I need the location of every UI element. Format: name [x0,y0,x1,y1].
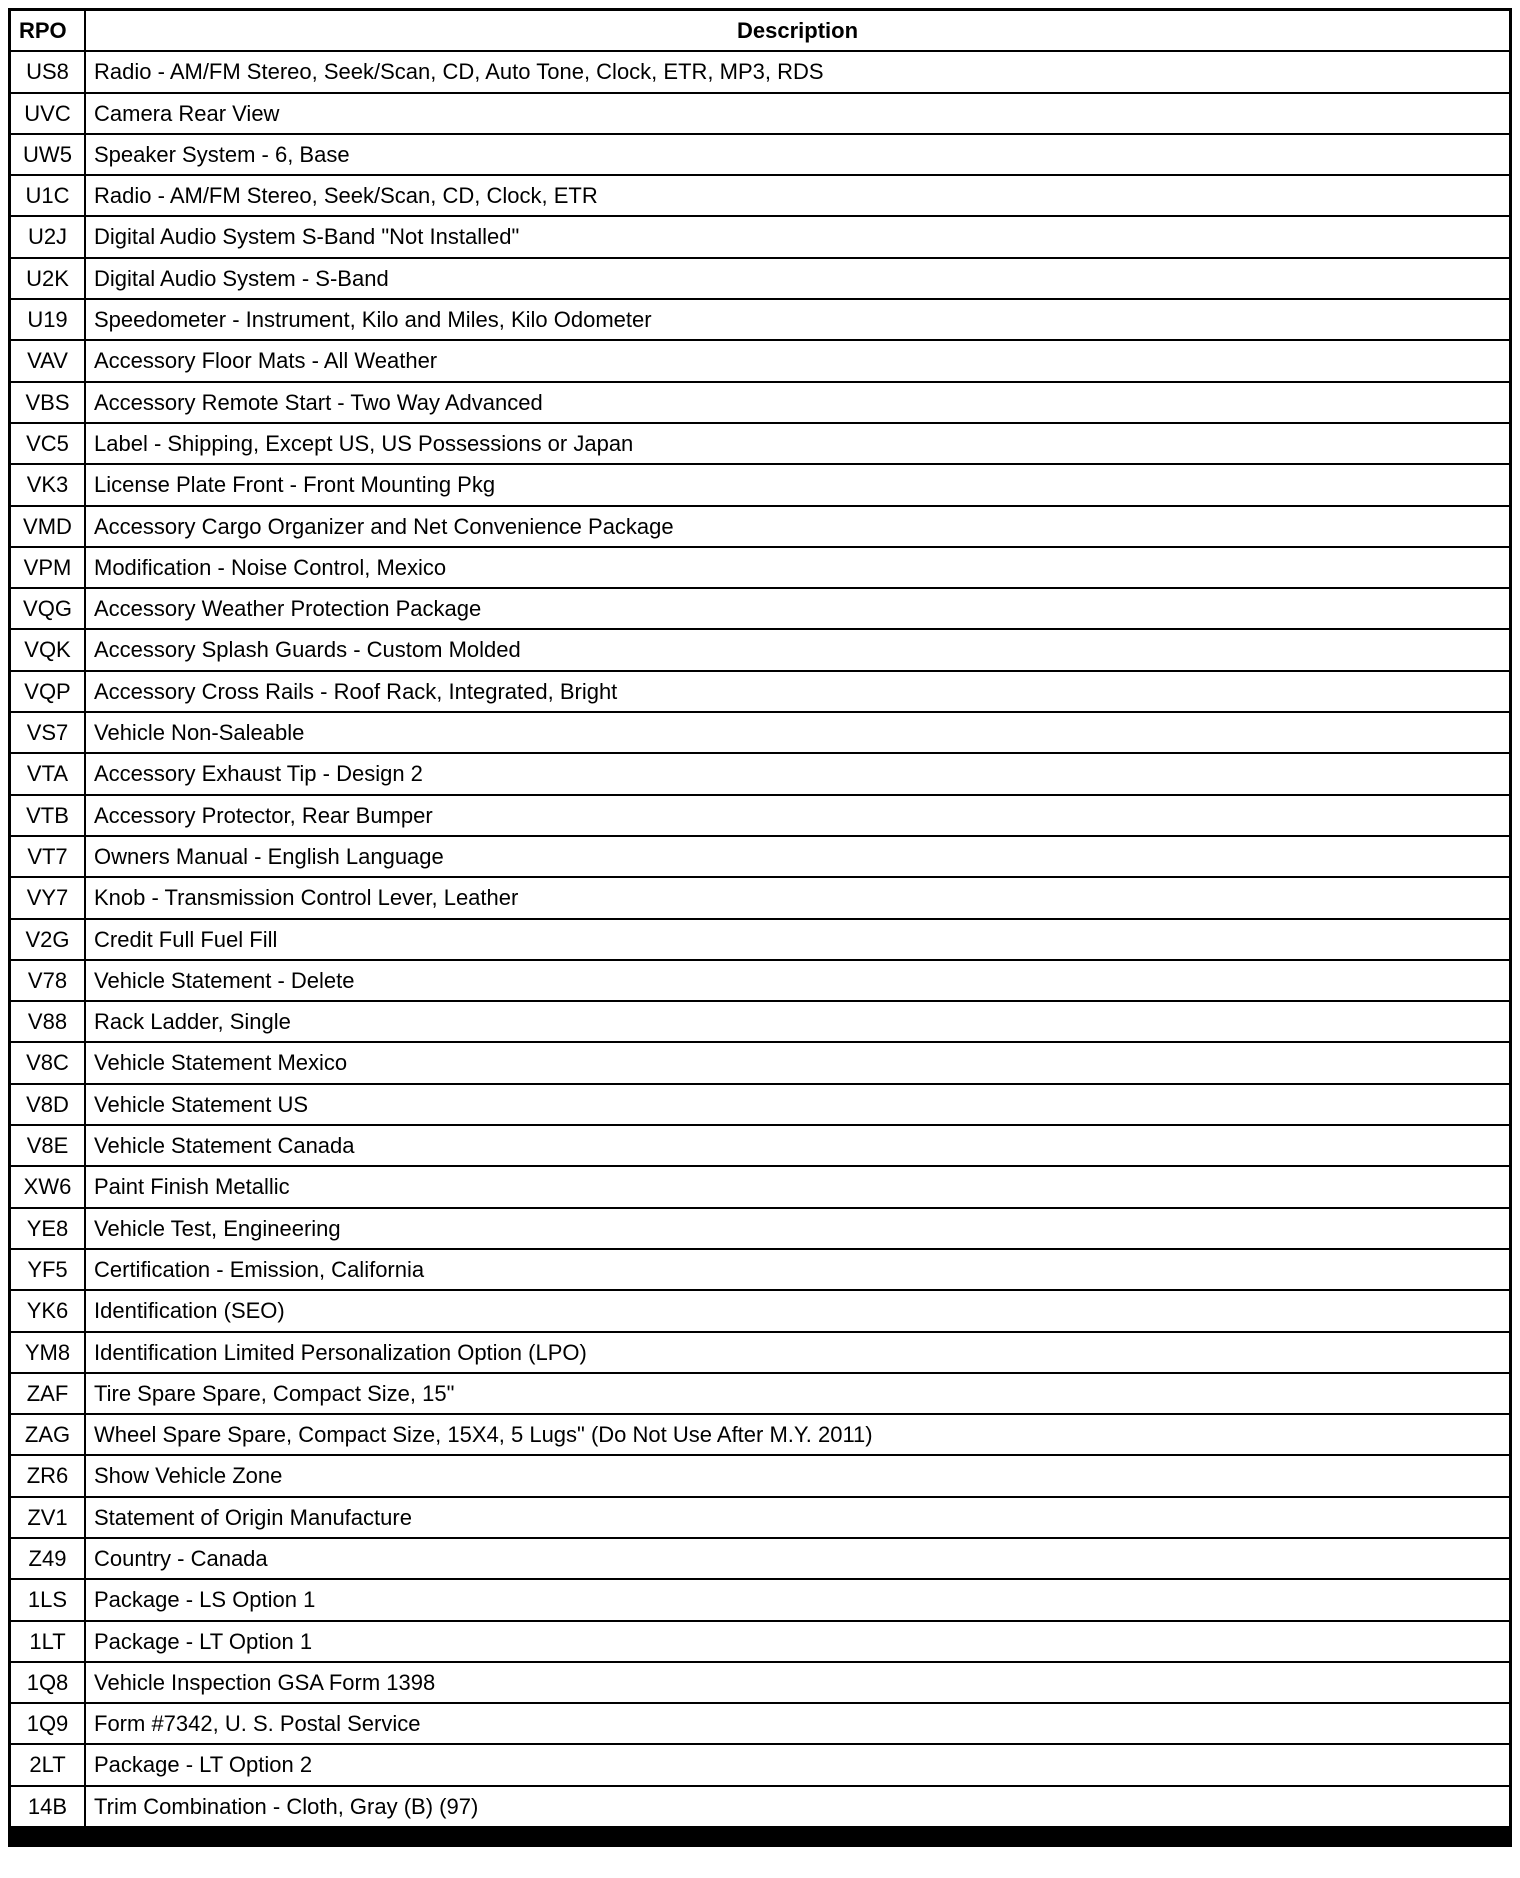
rpo-cell: VMD [10,506,86,547]
table-row [10,1662,1511,1703]
rpo-cell: 2LT [10,1744,86,1785]
table-row [10,588,1511,629]
table-row [10,1332,1511,1373]
table-row [10,382,1511,423]
table-row [10,1497,1511,1538]
description-cell: Vehicle Statement Mexico [85,1042,1511,1083]
table-body [10,51,1511,1827]
description-cell: Country - Canada [85,1538,1511,1579]
rpo-cell: 14B [10,1786,86,1828]
description-cell: Digital Audio System S-Band "Not Installed" [85,216,1511,257]
table-row [10,1621,1511,1662]
description-cell: Accessory Cross Rails - Roof Rack, Integrated, Bright [85,671,1511,712]
table-row [10,506,1511,547]
table-row [10,1249,1511,1290]
rpo-cell: VTA [10,753,86,794]
table-row [10,464,1511,505]
rpo-cell: 1Q9 [10,1703,86,1744]
rpo-cell: US8 [10,51,86,92]
description-cell: Certification - Emission, California [85,1249,1511,1290]
table-row [10,51,1511,92]
description-cell: Vehicle Statement US [85,1084,1511,1125]
rpo-cell: 1LT [10,1621,86,1662]
description-cell: Accessory Protector, Rear Bumper [85,795,1511,836]
table-row [10,1786,1511,1828]
description-cell: Vehicle Non-Saleable [85,712,1511,753]
rpo-cell: YK6 [10,1290,86,1331]
rpo-cell: VQG [10,588,86,629]
description-cell: Accessory Splash Guards - Custom Molded [85,629,1511,670]
rpo-cell: VQK [10,629,86,670]
table-row [10,1166,1511,1207]
description-cell: Vehicle Inspection GSA Form 1398 [85,1662,1511,1703]
table-row [10,1414,1511,1455]
table-row [10,629,1511,670]
table-row [10,340,1511,381]
description-cell: Identification (SEO) [85,1290,1511,1331]
rpo-cell: YE8 [10,1208,86,1249]
rpo-cell: ZAF [10,1373,86,1414]
rpo-cell: ZV1 [10,1497,86,1538]
column-header-rpo: RPO [10,10,86,52]
table-row [10,1744,1511,1785]
description-cell: Rack Ladder, Single [85,1001,1511,1042]
rpo-cell: 1Q8 [10,1662,86,1703]
table-row [10,175,1511,216]
rpo-cell: UW5 [10,134,86,175]
description-cell: Modification - Noise Control, Mexico [85,547,1511,588]
rpo-table [8,8,1512,1829]
rpo-cell: VK3 [10,464,86,505]
description-cell: Camera Rear View [85,93,1511,134]
table-row [10,1703,1511,1744]
header-row [10,10,1511,52]
description-cell: Vehicle Statement Canada [85,1125,1511,1166]
table-row [10,671,1511,712]
rpo-cell: XW6 [10,1166,86,1207]
table-row [10,134,1511,175]
description-cell: Show Vehicle Zone [85,1455,1511,1496]
rpo-cell: V8C [10,1042,86,1083]
rpo-cell: ZR6 [10,1455,86,1496]
rpo-cell: V78 [10,960,86,1001]
rpo-cell: Z49 [10,1538,86,1579]
description-cell: Owners Manual - English Language [85,836,1511,877]
description-cell: Wheel Spare Spare, Compact Size, 15X4, 5 Lugs" (Do Not Use After M.Y. 2011) [85,1414,1511,1455]
rpo-cell: VPM [10,547,86,588]
rpo-cell: V8E [10,1125,86,1166]
table-row [10,1290,1511,1331]
description-cell: Knob - Transmission Control Lever, Leather [85,877,1511,918]
table-row [10,1125,1511,1166]
description-cell: Speedometer - Instrument, Kilo and Miles, Kilo Odometer [85,299,1511,340]
description-cell: Accessory Exhaust Tip - Design 2 [85,753,1511,794]
table-row [10,877,1511,918]
table-row [10,1579,1511,1620]
description-cell: Vehicle Test, Engineering [85,1208,1511,1249]
description-cell: Package - LT Option 1 [85,1621,1511,1662]
description-cell: Accessory Cargo Organizer and Net Convenience Package [85,506,1511,547]
rpo-cell: V8D [10,1084,86,1125]
column-header-description: Description [85,10,1511,52]
rpo-cell: VAV [10,340,86,381]
description-cell: Identification Limited Personalization Option (LPO) [85,1332,1511,1373]
table-row [10,960,1511,1001]
description-cell: Digital Audio System - S-Band [85,258,1511,299]
rpo-cell: ZAG [10,1414,86,1455]
rpo-cell: VTB [10,795,86,836]
table-header [10,10,1511,52]
description-cell: Paint Finish Metallic [85,1166,1511,1207]
table-row [10,258,1511,299]
table-row [10,1538,1511,1579]
rpo-cell: VQP [10,671,86,712]
description-cell: Credit Full Fuel Fill [85,919,1511,960]
rpo-cell: VY7 [10,877,86,918]
description-cell: Vehicle Statement - Delete [85,960,1511,1001]
table-row [10,712,1511,753]
rpo-cell: VS7 [10,712,86,753]
rpo-cell: VT7 [10,836,86,877]
table-row [10,423,1511,464]
rpo-cell: V88 [10,1001,86,1042]
table-row [10,753,1511,794]
table-row [10,1208,1511,1249]
description-cell: Radio - AM/FM Stereo, Seek/Scan, CD, Auto Tone, Clock, ETR, MP3, RDS [85,51,1511,92]
description-cell: Package - LT Option 2 [85,1744,1511,1785]
rpo-cell: U2J [10,216,86,257]
description-cell: License Plate Front - Front Mounting Pkg [85,464,1511,505]
table-row [10,1001,1511,1042]
table-row [10,919,1511,960]
table-row [10,299,1511,340]
table-row [10,216,1511,257]
table-row [10,1084,1511,1125]
rpo-cell: YF5 [10,1249,86,1290]
page-bottom-bar [8,1829,1512,1847]
description-cell: Package - LS Option 1 [85,1579,1511,1620]
rpo-cell: VBS [10,382,86,423]
description-cell: Trim Combination - Cloth, Gray (B) (97) [85,1786,1511,1828]
rpo-cell: YM8 [10,1332,86,1373]
rpo-cell: 1LS [10,1579,86,1620]
description-cell: Accessory Remote Start - Two Way Advanced [85,382,1511,423]
description-cell: Accessory Floor Mats - All Weather [85,340,1511,381]
table-row [10,836,1511,877]
description-cell: Form #7342, U. S. Postal Service [85,1703,1511,1744]
description-cell: Speaker System - 6, Base [85,134,1511,175]
rpo-cell: U19 [10,299,86,340]
rpo-cell: VC5 [10,423,86,464]
table-row [10,1455,1511,1496]
rpo-cell: V2G [10,919,86,960]
table-row [10,547,1511,588]
rpo-cell: U2K [10,258,86,299]
table-row [10,93,1511,134]
rpo-cell: UVC [10,93,86,134]
description-cell: Statement of Origin Manufacture [85,1497,1511,1538]
table-row [10,795,1511,836]
description-cell: Accessory Weather Protection Package [85,588,1511,629]
description-cell: Label - Shipping, Except US, US Possessions or Japan [85,423,1511,464]
rpo-cell: U1C [10,175,86,216]
description-cell: Tire Spare Spare, Compact Size, 15" [85,1373,1511,1414]
description-cell: Radio - AM/FM Stereo, Seek/Scan, CD, Clock, ETR [85,175,1511,216]
table-row [10,1042,1511,1083]
table-row [10,1373,1511,1414]
